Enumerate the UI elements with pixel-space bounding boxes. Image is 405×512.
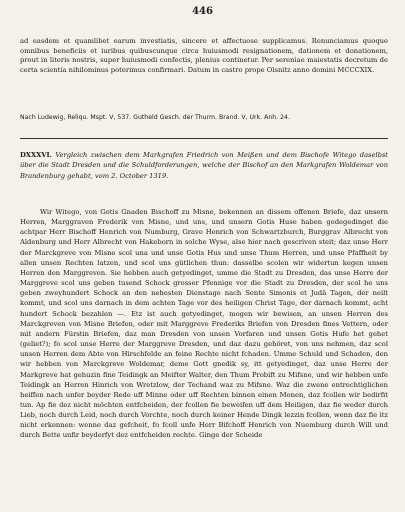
document-number: DXXXVI. bbox=[20, 151, 53, 159]
previous-document-text: ad easdem et quamlibet earum investiatis, sincere et affectuose supplicamus. Renunciamus quoque omnibus beneficiis et iuribus quibuscunque circa huiusmodi resignationem, dationem et donationem, prout in literis nostris, super huiusmodi confectis, plenius continetur. Per sereniae maiestatis decretum de certa scientia nihilominus poterimus confirmari. Datum in castro prope Olsnitz anno domini MCCCXIX. bbox=[20, 37, 388, 74]
source-note: Nach Ludewig, Reliqu. Mspt. V, 537. Gutheld Gesch. der Thurm. Brand. V, Urk. Anh. 24. bbox=[20, 114, 290, 121]
previous-document-ending bbox=[20, 37, 388, 75]
document-body bbox=[20, 207, 388, 441]
document-title: Vergleich zwischen dem Markgrafen Friedrich von Meißen und dem Bischofe Witego daselbst über die Stadt Dresden und die Schuldforderungen, welche der Bischof an den Markgrafen Woldemar von Brandenburg gehabt, vom 2. October 1319. bbox=[20, 151, 388, 180]
document-body-text: Wir Witego, von Gotis Gnaden Bischoff zu Misne, bekennen an dissem offenen Briefe, daz unsern Herren, Marggraven Frederik von Misne, und uns, und unsern Gotis Huse haben gedegedinget die achtpar Herr Bischoff Henrich von Numburg, Grave Henrich von Schwartzburch, Burggrav Albrecht von Aldenburg und Herr Albrecht von Hakeborn in solche Wyse, alse hier nach gescriven steit; daz unse Herr der Marckgreve von Misne scol una und unse Gotis Hus und unse Thum Herren, und unse Pfaffheit by allen unsen Rechten latzen, und scol uns gütlichen thun: dasselbe scolen wir widertun kegen unsen Herren den Marggreven. Sie hebben auch getyedinget, umme die Stadt zu Dresden, das unse Herre der Marggreve scol uns geben tusend Schock grosser Pfennige vor die Stadt zu Dresden, der scol he uns geben zweyhundert Schock an den nehesten Dienstage nach Sente Simonis et Judä Tagen, der neilt kommt, und scol uns darnach in dem achten Tage vor des heiligen Christ Tage, der darnach kommt, acht hundert Schock bezahlen —. Etz ist auch getyedinget, mogen wir bewisen, an unsen Herren des Marckgreven von Misne Briefen, oder mit Marggreve Frederiks Briefen von Dresden fines Vettern, oder mit andern Fürstin Briefen, daz man Dresden von unsen Vorfaren und unsen Gotis Hufe het gehet (geliet?); fo scol unse Herre der Marggreve Dresden, und daz dazu gehöret, von uns nehmen, daz scol unsen Herren dem Abte von Hirschfelde an feine Rechte nicht fchaden. Umme Schuld und Schaden, den wir hebben von Marckgreve Woldemar, deme Gott gnedik sy, itt getyedinget, daz unse Herre der Markgreve hat gehuzin fine Teidingk an Meifter Walter, den Thum Probift zu Mifsne, und wir hebben unfe Teidingk an Herren Hinrich von Wretzlow, der Techand waz zu Mifsne. Waz die zwene entrechtiglichen heiffen nach unfer beyder Rede uff Minne oder uff Rechten binnen einen Monen, daz fcollen wir bedirfit tun. Ap fie dez nicht möchten entfcheiden, der fcollen fie beweifen uff dem Heiligen, daz fie weder durch Lieb, noch durch Leid, noch durch Vorchte, noch durch keiner Hende Dingk lezzin fcollen, wenn daz fie itz nicht erkennen: wenne daz gefcheit, fo fcoll unfe Herr Bifchoff Henrich von Nuemburg durch Will und durch Bette unfir beyderfyt dez entfcheiden rechte. Ginge der Scheide bbox=[20, 208, 388, 440]
document-heading bbox=[20, 150, 388, 181]
page-number: 446 bbox=[192, 6, 213, 17]
divider-rule bbox=[20, 138, 388, 139]
